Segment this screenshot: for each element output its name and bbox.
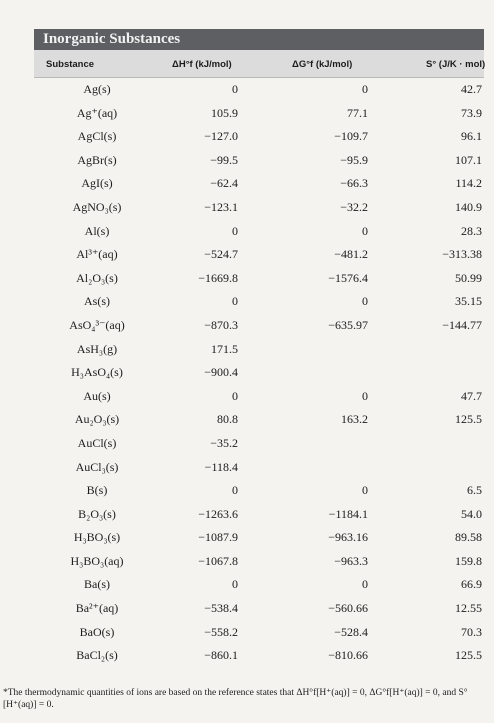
- substance-cell: Al³⁺(aq): [76, 247, 118, 262]
- gibbs-cell: −635.97: [328, 317, 368, 332]
- entropy-cell: 35.15: [455, 294, 482, 309]
- entropy-cell: 125.5: [455, 412, 482, 427]
- entropy-cell: 50.99: [455, 270, 482, 285]
- header-substance: Substance: [46, 59, 95, 70]
- enthalpy-cell: −538.4: [204, 601, 238, 616]
- enthalpy-cell: 0: [232, 294, 238, 309]
- enthalpy-cell: −1669.8: [198, 270, 238, 285]
- entropy-cell: 140.9: [455, 199, 482, 214]
- gibbs-cell: 0: [362, 483, 368, 498]
- enthalpy-cell: 0: [232, 82, 238, 96]
- substance-cell: Au₂O₃(s): [74, 412, 120, 427]
- header-gibbs: ΔG°f (kJ/mol): [292, 59, 353, 70]
- enthalpy-cell: −860.1: [204, 648, 238, 663]
- substance-cell: AgNO₃(s): [72, 199, 122, 214]
- table-row: [34, 172, 484, 196]
- enthalpy-cell: 0: [232, 577, 238, 592]
- enthalpy-cell: −870.3: [204, 317, 238, 332]
- table-row: [34, 503, 484, 527]
- table-row: [34, 220, 484, 244]
- substance-cell: Ag(s): [83, 82, 111, 96]
- table-row: [34, 78, 484, 102]
- substance-cell: Al(s): [84, 223, 110, 238]
- enthalpy-cell: −900.4: [204, 365, 238, 380]
- gibbs-cell: −32.2: [340, 199, 368, 214]
- substance-cell: AuCl(s): [77, 435, 117, 450]
- table-row: [34, 408, 484, 432]
- enthalpy-cell: −127.0: [204, 129, 238, 144]
- table-row: [34, 644, 484, 668]
- substance-cell: H₃BO₃(aq): [70, 553, 124, 568]
- enthalpy-cell: −558.2: [204, 624, 238, 639]
- table-title: Inorganic Substances: [34, 29, 484, 50]
- substance-cell: AgI(s): [81, 176, 113, 191]
- table-row: [34, 125, 484, 149]
- entropy-cell: 125.5: [455, 648, 482, 663]
- enthalpy-cell: 0: [232, 388, 238, 403]
- table-row: [34, 314, 484, 338]
- gibbs-cell: 0: [362, 577, 368, 592]
- gibbs-cell: −963.3: [334, 553, 368, 568]
- table-row: [34, 479, 484, 503]
- entropy-cell: −144.77: [442, 317, 482, 332]
- substance-cell: AsO₄³⁻(aq): [69, 317, 125, 332]
- enthalpy-cell: −123.1: [204, 199, 238, 214]
- gibbs-cell: 77.1: [347, 105, 368, 120]
- entropy-cell: 159.8: [455, 553, 482, 568]
- substance-cell: AgBr(s): [77, 152, 117, 167]
- data-table: [34, 78, 484, 668]
- substance-cell: AuCl₃(s): [75, 459, 119, 474]
- entropy-cell: 6.5: [467, 483, 482, 498]
- enthalpy-cell: −524.7: [204, 247, 238, 262]
- enthalpy-cell: −1263.6: [198, 506, 238, 521]
- gibbs-cell: −560.66: [328, 601, 368, 616]
- substance-cell: AgCl(s): [77, 129, 117, 144]
- table-row: [34, 432, 484, 456]
- table-row: [34, 526, 484, 550]
- table-row: [34, 102, 484, 126]
- footnote: *The thermodynamic quantities of ions are based on the reference states that ΔH°f[H⁺(aq)] = 0, ΔG°f[H⁺(aq)] = 0, and S°[H⁺(aq)] = 0.: [3, 688, 468, 710]
- entropy-cell: 96.1: [461, 129, 482, 144]
- table-row: [34, 267, 484, 291]
- enthalpy-cell: −1087.9: [198, 530, 238, 545]
- gibbs-cell: 0: [362, 82, 368, 96]
- gibbs-cell: −109.7: [334, 129, 368, 144]
- table-row: [34, 243, 484, 267]
- gibbs-cell: −963.16: [328, 530, 368, 545]
- entropy-cell: 114.2: [455, 176, 482, 191]
- table-row: [34, 338, 484, 362]
- enthalpy-cell: −1067.8: [198, 553, 238, 568]
- gibbs-cell: 163.2: [341, 412, 368, 427]
- gibbs-cell: 0: [362, 388, 368, 403]
- table-row: [34, 196, 484, 220]
- substance-cell: B₂O₃(s): [78, 506, 116, 521]
- entropy-cell: 42.7: [461, 82, 482, 96]
- gibbs-cell: −810.66: [328, 648, 368, 663]
- substance-cell: H₃AsO₄(s): [71, 365, 123, 380]
- enthalpy-cell: −118.4: [204, 459, 238, 474]
- gibbs-cell: −1576.4: [328, 270, 368, 285]
- substance-cell: Ba(s): [84, 577, 110, 592]
- entropy-cell: 28.3: [461, 223, 482, 238]
- enthalpy-cell: 105.9: [211, 105, 238, 120]
- gibbs-cell: 0: [362, 223, 368, 238]
- gibbs-cell: −528.4: [334, 624, 368, 639]
- table-row: [34, 456, 484, 480]
- enthalpy-cell: −35.2: [210, 435, 238, 450]
- substance-cell: Ag⁺(aq): [76, 105, 118, 120]
- gibbs-cell: −1184.1: [328, 506, 368, 521]
- table-row: [34, 573, 484, 597]
- substance-cell: Au(s): [83, 388, 111, 403]
- substance-cell: B(s): [86, 483, 108, 498]
- enthalpy-cell: −62.4: [210, 176, 238, 191]
- entropy-cell: 107.1: [455, 152, 482, 167]
- entropy-cell: 70.3: [461, 624, 482, 639]
- substance-cell: As(s): [84, 294, 110, 309]
- entropy-cell: 89.58: [455, 530, 482, 545]
- substance-cell: H₃BO₃(s): [73, 530, 121, 545]
- substance-cell: Al₂O₃(s): [76, 270, 118, 285]
- gibbs-cell: −66.3: [340, 176, 368, 191]
- entropy-cell: 47.7: [461, 388, 482, 403]
- table-row: [34, 149, 484, 173]
- substance-cell: BaO(s): [79, 624, 115, 639]
- header-entropy: S° (J/K · mol): [426, 59, 486, 70]
- substance-cell: BaCl₂(s): [76, 648, 118, 663]
- entropy-cell: 12.55: [455, 601, 482, 616]
- entropy-cell: 73.9: [461, 105, 482, 120]
- gibbs-cell: 0: [362, 294, 368, 309]
- substance-cell: AsH₃(g): [76, 341, 118, 356]
- entropy-cell: 66.9: [461, 577, 482, 592]
- enthalpy-cell: 171.5: [211, 341, 238, 356]
- table-row: [34, 361, 484, 385]
- enthalpy-cell: −99.5: [210, 152, 238, 167]
- enthalpy-cell: 0: [232, 223, 238, 238]
- header-enthalpy: ΔH°f (kJ/mol): [172, 59, 232, 70]
- enthalpy-cell: 0: [232, 483, 238, 498]
- gibbs-cell: −95.9: [340, 152, 368, 167]
- table-row: [34, 550, 484, 574]
- table-row: [34, 290, 484, 314]
- table-row: [34, 385, 484, 409]
- enthalpy-cell: 80.8: [217, 412, 238, 427]
- entropy-cell: 54.0: [461, 506, 482, 521]
- substance-cell: Ba²⁺(aq): [75, 601, 119, 616]
- table-row: [34, 621, 484, 645]
- gibbs-cell: −481.2: [334, 247, 368, 262]
- entropy-cell: −313.38: [442, 247, 482, 262]
- column-header-row: [34, 50, 484, 78]
- table-row: [34, 597, 484, 621]
